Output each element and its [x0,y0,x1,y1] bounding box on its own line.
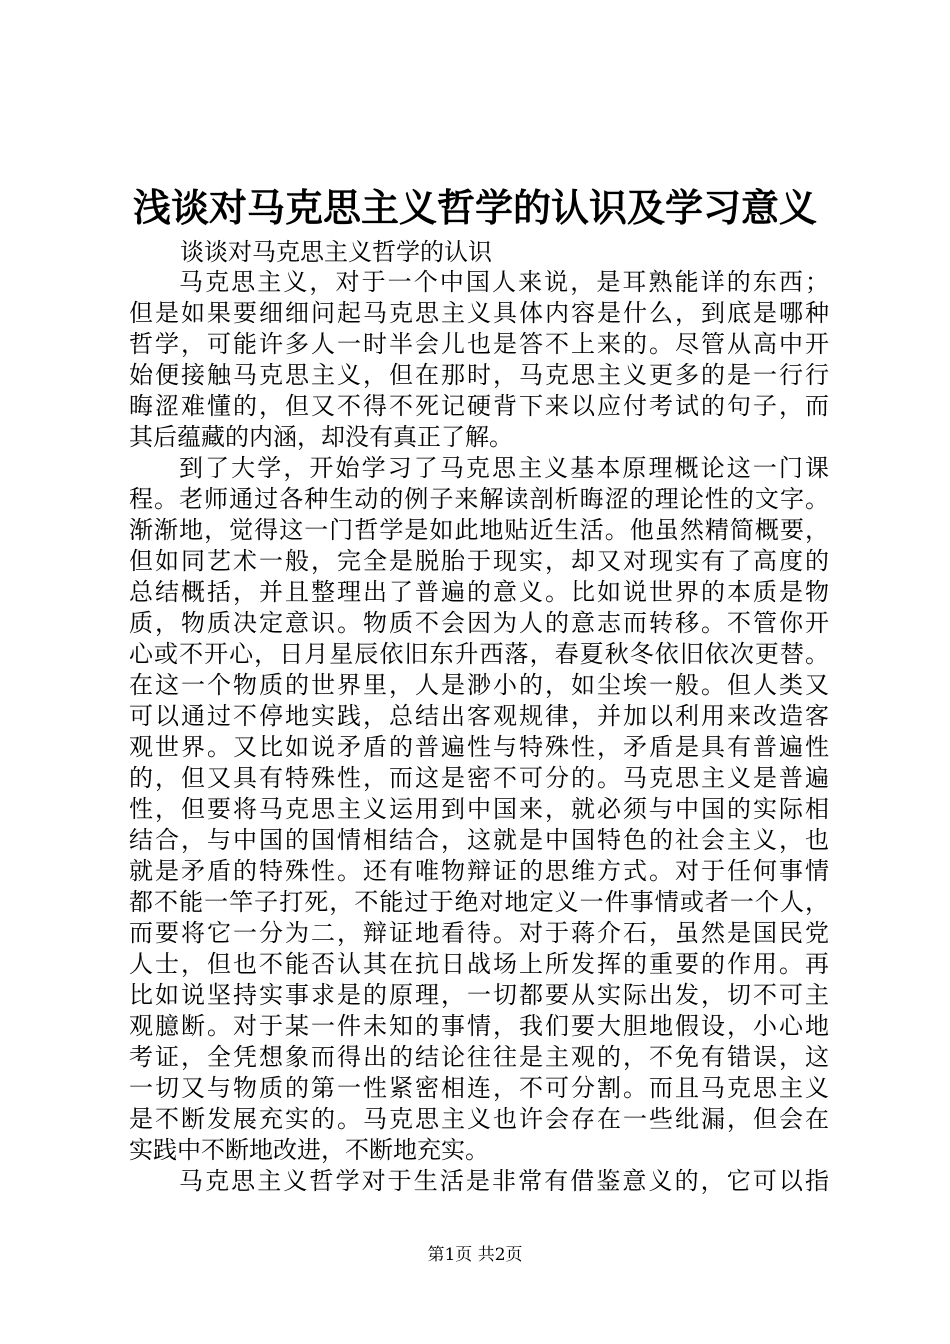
body-text-line: 马克思主义哲学对于生活是非常有借鉴意义的，它可以指 [179,1167,829,1195]
document-body [129,267,829,1197]
body-text-line: 就是矛盾的特殊性。还有唯物辩证的思维方式。对于任何事情 [129,857,829,885]
body-text-line: 人士，但也不能否认其在抗日战场上所发挥的重要的作用。再 [129,950,829,978]
body-text-line: 实践中不断地改进，不断地充实。 [129,1136,489,1164]
body-text-line: 其后蕴藏的内涵，却没有真正了解。 [129,423,513,451]
document-subtitle: 谈谈对马克思主义哲学的认识 [180,238,492,266]
body-text-line: 比如说坚持实事求是的原理，一切都要从实际出发，切不可主 [129,981,829,1009]
body-text-line: 心或不开心，日月星辰依旧东升西落，春夏秋冬依旧依次更替。 [129,640,829,668]
body-text-line: 考证，全凭想象而得出的结论往往是主观的，不免有错误，这 [129,1043,829,1071]
body-text-line: 质，物质决定意识。物质不会因为人的意志而转移。不管你开 [129,609,829,637]
body-text-line: 而要将它一分为二，辩证地看待。对于蒋介石，虽然是国民党 [129,919,829,947]
document-title: 浅谈对马克思主义哲学的认识及学习意义 [132,185,817,230]
body-text-line: 总结概括，并且整理出了普遍的意义。比如说世界的本质是物 [129,578,829,606]
body-text-line: 都不能一竿子打死，不能过于绝对地定义一件事情或者一个人， [129,888,829,916]
body-text-line: 马克思主义，对于一个中国人来说，是耳熟能详的东西； [179,268,829,296]
body-text-line: 一切又与物质的第一性紧密相连，不可分割。而且马克思主义 [129,1074,829,1102]
body-text-line: 可以通过不停地实践，总结出客观规律，并加以利用来改造客 [129,702,829,730]
body-text-line: 结合，与中国的国情相结合，这就是中国特色的社会主义，也 [129,826,829,854]
body-text-line: 但如同艺术一般，完全是脱胎于现实，却又对现实有了高度的 [129,547,829,575]
body-text-line: 晦涩难懂的，但又不得不死记硬背下来以应付考试的句子，而 [129,392,829,420]
body-text-line: 观世界。又比如说矛盾的普遍性与特殊性，矛盾是具有普遍性 [129,733,829,761]
body-text-line: 哲学，可能许多人一时半会儿也是答不上来的。尽管从高中开 [129,330,829,358]
body-text-line: 是不断发展充实的。马克思主义也许会存在一些纰漏，但会在 [129,1105,829,1133]
body-text-line: 但是如果要细细问起马克思主义具体内容是什么，到底是哪种 [129,299,829,327]
body-text-line: 观臆断。对于某一件未知的事情，我们要大胆地假设，小心地 [129,1012,829,1040]
body-text-line: 的，但又具有特殊性，而这是密不可分的。马克思主义是普遍 [129,764,829,792]
body-text-line: 性，但要将马克思主义运用到中国来，就必须与中国的实际相 [129,795,829,823]
body-text-line: 始便接触马克思主义，但在那时，马克思主义更多的是一行行 [129,361,829,389]
body-text-line: 程。老师通过各种生动的例子来解读剖析晦涩的理论性的文字。 [129,485,829,513]
page-footer: 第1页 共2页 [427,1245,523,1265]
body-text-line: 在这一个物质的世界里，人是渺小的，如尘埃一般。但人类又 [129,671,829,699]
body-text-line: 渐渐地，觉得这一门哲学是如此地贴近生活。他虽然精简概要， [129,516,829,544]
body-text-line: 到了大学，开始学习了马克思主义基本原理概论这一门课 [179,454,829,482]
